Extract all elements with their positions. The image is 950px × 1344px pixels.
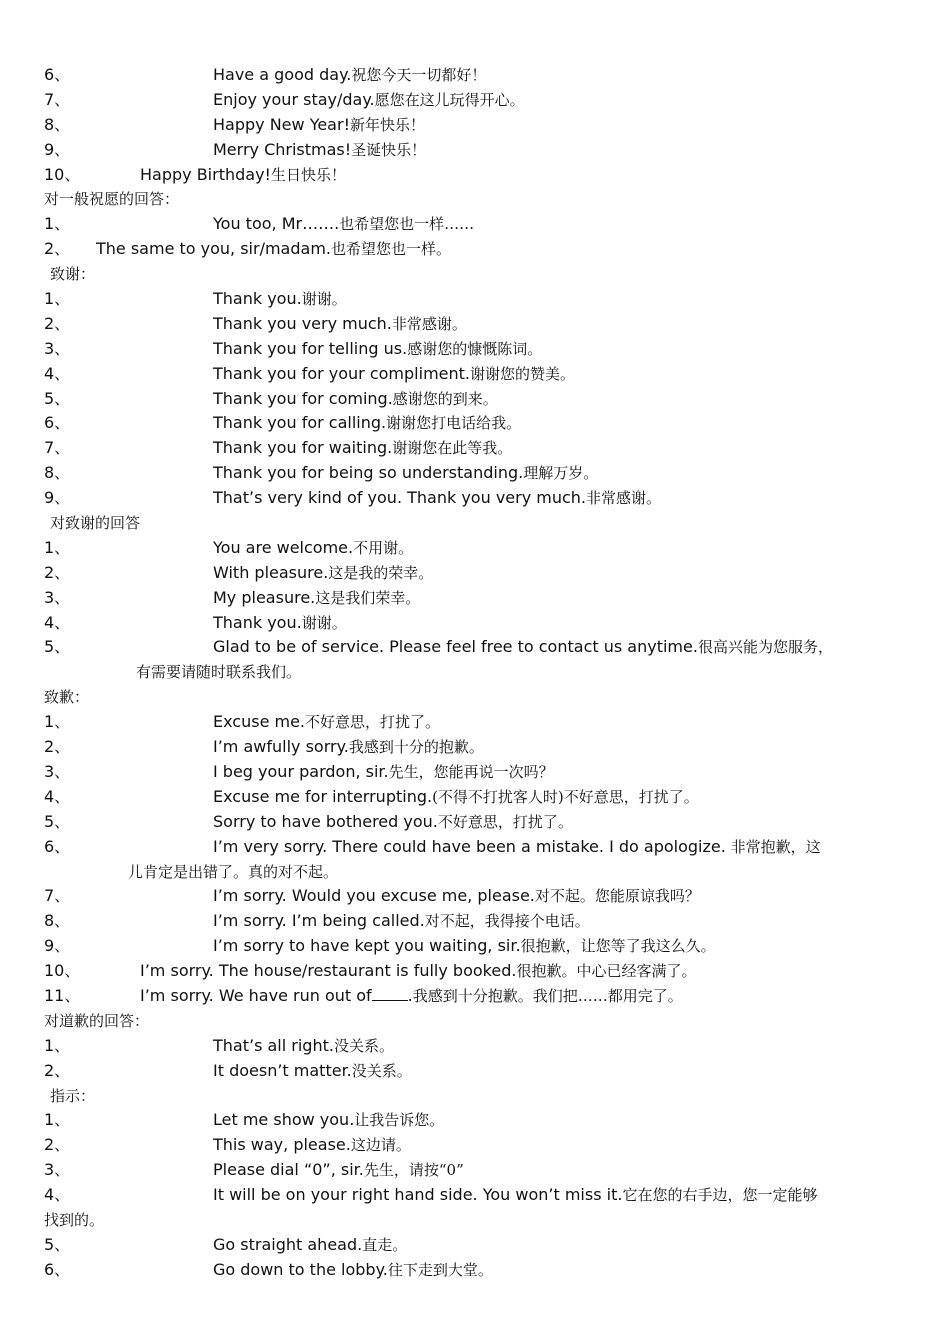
phrase-item bbox=[44, 561, 874, 586]
phrase-item bbox=[44, 362, 874, 387]
phrase-text bbox=[213, 1183, 817, 1208]
item-number: 5、 bbox=[44, 388, 71, 408]
item-number: 11、 bbox=[44, 985, 81, 1005]
phrase-item bbox=[44, 88, 874, 113]
item-number: 4、 bbox=[44, 363, 71, 383]
chinese-translation: 谢谢您在此等我。 bbox=[392, 439, 513, 458]
english-phrase: Thank you for waiting. bbox=[213, 438, 393, 458]
phrase-text bbox=[140, 959, 696, 984]
english-phrase: Go down to the lobby. bbox=[213, 1259, 388, 1279]
phrase-item bbox=[44, 287, 874, 312]
chinese-translation: 圣诞快乐！ bbox=[351, 140, 427, 159]
phrase-item bbox=[44, 1059, 874, 1084]
item-number: 7、 bbox=[44, 438, 71, 458]
english-phrase: Excuse me. bbox=[213, 712, 306, 732]
phrase-text bbox=[213, 138, 426, 163]
phrase-text bbox=[213, 88, 525, 113]
phrase-text bbox=[213, 1034, 394, 1059]
phrase-item bbox=[44, 586, 874, 611]
item-number: 9、 bbox=[44, 139, 71, 159]
item-number: 7、 bbox=[44, 89, 71, 109]
item-number: 3、 bbox=[44, 1160, 71, 1180]
phrase-text bbox=[213, 1258, 493, 1283]
continuation-text: 找到的。 bbox=[44, 1210, 105, 1229]
chinese-translation: 它在您的右手边，您一定能够 bbox=[622, 1186, 818, 1205]
chinese-translation: 没关系。 bbox=[351, 1061, 412, 1080]
item-number: 4、 bbox=[44, 1185, 71, 1205]
phrase-item bbox=[44, 312, 874, 337]
chinese-translation: 谢谢您打电话给我。 bbox=[386, 414, 522, 433]
phrase-text bbox=[213, 710, 440, 735]
phrase-text bbox=[213, 586, 420, 611]
english-phrase: I’m awfully sorry. bbox=[213, 737, 349, 757]
phrase-text bbox=[213, 362, 575, 387]
chinese-translation: 对不起。您能原谅我吗？ bbox=[534, 887, 700, 906]
chinese-translation: 也希望您也一样。 bbox=[331, 240, 452, 259]
phrase-item bbox=[44, 113, 874, 138]
section-heading bbox=[44, 511, 874, 536]
chinese-translation: 愿您在这儿玩得开心。 bbox=[374, 90, 525, 109]
english-phrase: It will be on your right hand side. You won’t miss it. bbox=[213, 1185, 623, 1205]
chinese-translation: 谢谢。 bbox=[301, 290, 347, 309]
phrase-item bbox=[44, 536, 874, 561]
heading-text: 对一般祝愿的回答： bbox=[44, 190, 180, 209]
english-phrase: Sorry to have bothered you. bbox=[213, 811, 438, 831]
heading-text: 指示： bbox=[50, 1086, 96, 1105]
section-heading bbox=[44, 1084, 874, 1109]
phrase-text bbox=[213, 785, 699, 810]
item-number: 3、 bbox=[44, 761, 71, 781]
item-number: 8、 bbox=[44, 114, 71, 134]
phrase-item bbox=[44, 237, 874, 262]
english-phrase: Thank you very much. bbox=[213, 313, 392, 333]
phrase-text bbox=[213, 411, 521, 436]
english-phrase-end: . bbox=[407, 985, 413, 1005]
phrase-item bbox=[44, 934, 874, 959]
item-number: 3、 bbox=[44, 587, 71, 607]
item-number: 1、 bbox=[44, 537, 71, 557]
english-phrase: I beg your pardon, sir. bbox=[213, 761, 389, 781]
english-phrase: The same to you, sir/madam. bbox=[96, 239, 331, 259]
phrase-item bbox=[44, 163, 874, 188]
phrase-text bbox=[213, 1108, 444, 1133]
item-number: 1、 bbox=[44, 289, 71, 309]
document-page bbox=[44, 63, 874, 1283]
phrase-item bbox=[44, 387, 874, 412]
item-number: 10、 bbox=[44, 164, 81, 184]
item-number: 1、 bbox=[44, 712, 71, 732]
chinese-translation: 祝您今天一切都好！ bbox=[351, 66, 487, 84]
english-phrase: I’m sorry. We have run out of bbox=[140, 985, 372, 1005]
english-phrase: Enjoy your stay/day. bbox=[213, 89, 375, 109]
english-phrase: Thank you for coming. bbox=[213, 388, 393, 408]
section-heading bbox=[44, 1009, 874, 1034]
item-number: 6、 bbox=[44, 65, 71, 84]
item-number: 3、 bbox=[44, 338, 71, 358]
chinese-translation: 很高兴能为您服务， bbox=[697, 638, 833, 657]
phrase-item bbox=[44, 1258, 874, 1283]
phrase-item bbox=[44, 984, 874, 1009]
english-phrase: Excuse me for interrupting. bbox=[213, 786, 433, 806]
chinese-translation: 我感到十分抱歉。我们把……都用完了。 bbox=[412, 986, 683, 1005]
phrase-text bbox=[213, 561, 433, 586]
item-number: 8、 bbox=[44, 911, 71, 931]
phrase-item bbox=[44, 486, 874, 511]
phrase-item bbox=[44, 1233, 874, 1258]
english-phrase: That’s all right. bbox=[213, 1035, 334, 1055]
chinese-translation: 不好意思，打扰了。 bbox=[437, 812, 573, 831]
phrase-item bbox=[44, 1158, 874, 1183]
phrase-item bbox=[44, 635, 874, 660]
item-number: 5、 bbox=[44, 637, 71, 657]
phrase-item bbox=[44, 63, 874, 88]
fill-in-blank bbox=[372, 986, 408, 1001]
continuation-text: 儿肯定是出错了。真的对不起。 bbox=[128, 862, 339, 881]
chinese-translation: 也希望您也一样…… bbox=[339, 215, 475, 234]
chinese-translation: 生日快乐！ bbox=[270, 165, 346, 184]
phrase-item bbox=[44, 411, 874, 436]
phrase-item bbox=[44, 1034, 874, 1059]
chinese-translation: 谢谢您的赞美。 bbox=[470, 364, 576, 383]
item-number: 2、 bbox=[44, 737, 71, 757]
english-phrase: That’s very kind of you. Thank you very much. bbox=[213, 488, 587, 508]
continuation-line bbox=[44, 860, 874, 885]
item-number: 10、 bbox=[44, 961, 81, 981]
phrase-item bbox=[44, 1108, 874, 1133]
chinese-translation: 非常感谢。 bbox=[391, 314, 467, 333]
heading-text: 致歉： bbox=[44, 688, 90, 707]
phrase-text bbox=[140, 163, 346, 188]
phrase-item bbox=[44, 436, 874, 461]
item-number: 7、 bbox=[44, 886, 71, 906]
item-number: 2、 bbox=[44, 562, 71, 582]
chinese-translation: 先生，您能再说一次吗？ bbox=[388, 762, 554, 781]
continuation-text: 有需要请随时联系我们。 bbox=[136, 663, 302, 682]
phrase-item bbox=[44, 909, 874, 934]
phrase-text bbox=[213, 212, 474, 237]
phrase-text bbox=[213, 387, 498, 412]
chinese-translation: 很抱歉。中心已经客满了。 bbox=[516, 962, 697, 981]
chinese-translation: 感谢您的到来。 bbox=[392, 389, 498, 408]
english-phrase: It doesn’t matter. bbox=[213, 1060, 352, 1080]
phrase-text bbox=[213, 884, 700, 909]
phrase-text bbox=[213, 287, 347, 312]
phrase-item bbox=[44, 785, 874, 810]
phrase-text bbox=[213, 1133, 411, 1158]
phrase-text bbox=[213, 337, 542, 362]
phrase-item bbox=[44, 1183, 874, 1208]
phrase-text bbox=[213, 113, 425, 138]
item-number: 9、 bbox=[44, 488, 71, 508]
chinese-translation: 新年快乐！ bbox=[349, 115, 425, 134]
english-phrase: Have a good day. bbox=[213, 65, 352, 84]
phrase-text bbox=[96, 237, 451, 262]
chinese-translation: 没关系。 bbox=[333, 1036, 394, 1055]
english-phrase: Happy Birthday! bbox=[140, 164, 271, 184]
chinese-translation: 非常抱歉，这 bbox=[725, 837, 821, 856]
english-phrase: Let me show you. bbox=[213, 1110, 355, 1130]
phrase-item bbox=[44, 337, 874, 362]
heading-text: 对致谢的回答 bbox=[50, 514, 141, 533]
phrase-text bbox=[213, 635, 833, 660]
english-phrase: Merry Christmas! bbox=[213, 139, 352, 159]
english-phrase: Thank you. bbox=[213, 289, 302, 309]
english-phrase: With pleasure. bbox=[213, 562, 329, 582]
phrase-text bbox=[213, 909, 590, 934]
english-phrase: This way, please. bbox=[213, 1135, 351, 1155]
chinese-translation: 非常感谢。 bbox=[586, 489, 662, 508]
english-phrase: I’m sorry. The house/restaurant is fully booked. bbox=[140, 961, 517, 981]
phrase-text bbox=[213, 536, 413, 561]
phrase-item bbox=[44, 735, 874, 760]
item-number: 1、 bbox=[44, 1110, 71, 1130]
phrase-item bbox=[44, 212, 874, 237]
english-phrase: Thank you for calling. bbox=[213, 413, 387, 433]
item-number: 9、 bbox=[44, 936, 71, 956]
section-heading bbox=[44, 685, 874, 710]
chinese-translation: 我感到十分的抱歉。 bbox=[348, 738, 484, 757]
phrase-item bbox=[44, 710, 874, 735]
english-phrase: Thank you for being so understanding. bbox=[213, 463, 524, 483]
english-phrase: I’m sorry. I’m being called. bbox=[213, 911, 425, 931]
phrase-item bbox=[44, 611, 874, 636]
english-phrase: I’m sorry to have kept you waiting, sir. bbox=[213, 936, 521, 956]
phrase-text bbox=[213, 461, 598, 486]
chinese-translation: 这边请。 bbox=[350, 1136, 411, 1155]
english-phrase: You are welcome. bbox=[213, 537, 354, 557]
item-number: 6、 bbox=[44, 413, 71, 433]
phrase-item bbox=[44, 461, 874, 486]
item-number: 6、 bbox=[44, 836, 71, 856]
chinese-translation: 这是我们荣幸。 bbox=[315, 588, 421, 607]
chinese-translation: 直走。 bbox=[362, 1235, 408, 1254]
chinese-translation: 先生，请按“0” bbox=[363, 1161, 464, 1180]
phrase-text bbox=[213, 1233, 407, 1258]
continuation-line bbox=[44, 1208, 874, 1233]
phrase-text bbox=[213, 1059, 412, 1084]
item-number: 5、 bbox=[44, 811, 71, 831]
english-phrase: Please dial “0”, sir. bbox=[213, 1160, 364, 1180]
section-heading bbox=[44, 187, 874, 212]
english-phrase: Happy New Year! bbox=[213, 114, 350, 134]
chinese-translation: 对不起，我得接个电话。 bbox=[424, 912, 590, 931]
english-phrase: My pleasure. bbox=[213, 587, 316, 607]
item-number: 2、 bbox=[44, 239, 71, 259]
phrase-text bbox=[213, 1158, 464, 1183]
phrase-text bbox=[213, 760, 554, 785]
chinese-translation: 这是我的荣幸。 bbox=[328, 563, 434, 582]
chinese-translation: 谢谢。 bbox=[301, 613, 347, 632]
phrase-text bbox=[213, 735, 484, 760]
phrase-text bbox=[213, 63, 486, 88]
phrase-item bbox=[44, 810, 874, 835]
english-phrase: You too, Mr……. bbox=[213, 214, 340, 234]
chinese-translation: (不得不打扰客人时)不好意思，打扰了。 bbox=[432, 787, 699, 806]
chinese-translation: 理解万岁。 bbox=[523, 464, 599, 483]
chinese-translation: 往下走到大堂。 bbox=[387, 1260, 493, 1279]
phrase-item bbox=[44, 884, 874, 909]
phrase-item bbox=[44, 959, 874, 984]
item-number: 4、 bbox=[44, 612, 71, 632]
phrase-item bbox=[44, 760, 874, 785]
english-phrase: Go straight ahead. bbox=[213, 1234, 363, 1254]
heading-text: 致谢： bbox=[50, 265, 96, 284]
item-number: 2、 bbox=[44, 1060, 71, 1080]
phrase-text bbox=[213, 611, 347, 636]
item-number: 6、 bbox=[44, 1259, 71, 1279]
heading-text: 对道歉的回答： bbox=[44, 1011, 150, 1030]
item-number: 2、 bbox=[44, 1135, 71, 1155]
english-phrase: I’m very sorry. There could have been a mistake. I do apologize. bbox=[213, 836, 726, 856]
phrase-text bbox=[213, 312, 467, 337]
english-phrase: Thank you. bbox=[213, 612, 302, 632]
section-heading bbox=[44, 262, 874, 287]
chinese-translation: 不用谢。 bbox=[353, 538, 414, 557]
phrase-text bbox=[213, 810, 573, 835]
phrase-text bbox=[213, 436, 512, 461]
english-phrase: Thank you for your compliment. bbox=[213, 363, 470, 383]
item-number: 1、 bbox=[44, 1035, 71, 1055]
phrase-text bbox=[213, 486, 661, 511]
phrase-item bbox=[44, 835, 874, 860]
chinese-translation: 感谢您的慷慨陈词。 bbox=[407, 339, 543, 358]
phrase-text bbox=[213, 835, 821, 860]
chinese-translation: 不好意思，打扰了。 bbox=[305, 713, 441, 732]
item-number: 8、 bbox=[44, 463, 71, 483]
chinese-translation: 让我告诉您。 bbox=[354, 1111, 445, 1130]
item-number: 2、 bbox=[44, 313, 71, 333]
phrase-item bbox=[44, 138, 874, 163]
chinese-translation: 很抱歉，让您等了我这么久。 bbox=[520, 937, 716, 956]
item-number: 1、 bbox=[44, 214, 71, 234]
continuation-line bbox=[44, 660, 874, 685]
phrase-item bbox=[44, 1133, 874, 1158]
english-phrase: Thank you for telling us. bbox=[213, 338, 408, 358]
english-phrase: Glad to be of service. Please feel free to contact us anytime. bbox=[213, 637, 698, 657]
phrase-text bbox=[140, 984, 683, 1009]
english-phrase: I’m sorry. Would you excuse me, please. bbox=[213, 886, 535, 906]
item-number: 4、 bbox=[44, 786, 71, 806]
phrase-text bbox=[213, 934, 716, 959]
item-number: 5、 bbox=[44, 1234, 71, 1254]
